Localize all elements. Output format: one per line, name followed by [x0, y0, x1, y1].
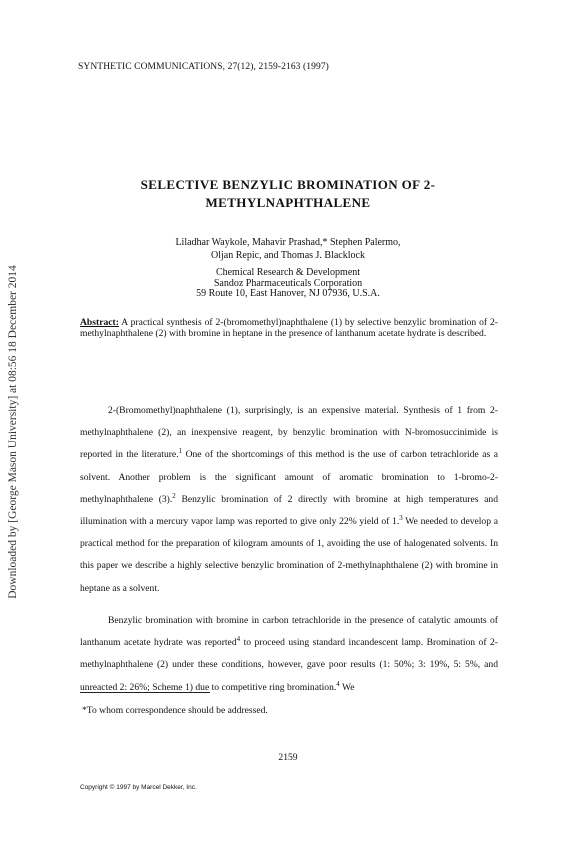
- affiliation-line-1: Chemical Research & Development: [215, 267, 361, 278]
- para1-text-a: 2-(Bromomethyl)naphthalene (1), surprisingly, is an expensive material. Synthesis of 1 from 2-methylnaphthalene (2), an inexpensive reagent, by benzylic bromination with N-bromosuccinimide is reported in the literature.: [80, 405, 498, 461]
- download-watermark-text: Downloaded by [George Mason University] at 08:56 18 December 2014: [7, 265, 19, 599]
- citation-ref: 1: [178, 447, 183, 456]
- citation-ref: 4: [236, 635, 241, 644]
- paragraph-1: [80, 400, 498, 600]
- para1-text-d: We needed to develop a practical method for the preparation of kilogram amounts of 1, avoiding the use of halogenated solvents. In this paper we describe a highly selective benzylic bromination of 2-methylnaphthalene (2) with bromine in heptane as a solvent.: [80, 516, 499, 594]
- footnote: *To whom correspondence should be addressed.: [82, 705, 268, 716]
- abstract-label: Abstract:: [80, 317, 119, 328]
- para2-text-b: to proceed using standard incandescent lamp. Bromination of 2-methylnaphthalene (2) under these conditions, however, gave poor results (1: 50%; 3: 19%, 5: 5%, and unreacted 2: 26%; Scheme 1) due to competitive ring bromination.: [80, 637, 498, 693]
- para1-text-c: Benzylic bromination of 2 directly with bromine at high temperatures and illumination with a mercury vapor lamp was reported to give only 22% yield of 1.: [80, 493, 498, 528]
- authors: [78, 237, 498, 262]
- para2-text-a: Benzylic bromination with bromine in carbon tetrachloride in the presence of catalytic amounts of lanthanum acetate hydrate was reported: [80, 615, 498, 649]
- abstract-text: A practical synthesis of 2-(bromomethyl)naphthalene (1) by selective benzylic bromination of 2-methylnaphthalene (2) with bromine in heptane in the presence of lanthanum acetate hydrate is described.: [80, 317, 498, 339]
- journal-header: SYNTHETIC COMMUNICATIONS, 27(12), 2159-2163 (1997): [78, 62, 329, 72]
- footnote-divider: [80, 692, 210, 693]
- para1-text-b: One of the shortcomings of this method is the use of carbon tetrachloride as a solvent. Another problem is the significant amount of aromatic bromination to 1-bromo-2-methylnaphthalene (3).: [80, 449, 498, 505]
- download-watermark: [0, 0, 26, 864]
- authors-line-1: Liladhar Waykole, Mahavir Prashad,* Stephen Palermo,: [175, 237, 401, 248]
- affiliation: [78, 268, 498, 300]
- citation-ref: 4: [336, 679, 340, 688]
- citation-ref: 2: [172, 491, 176, 500]
- para2-text-c: We: [339, 681, 355, 693]
- page-number: 2159: [278, 752, 298, 763]
- abstract: [80, 318, 498, 339]
- paragraph-2: [80, 610, 498, 699]
- title-line-1: SELECTIVE BENZYLIC BROMINATION OF 2-: [140, 177, 436, 192]
- paper-title: [78, 176, 498, 212]
- authors-line-2: Oljan Repic, and Thomas J. Blacklock: [211, 249, 365, 261]
- affiliation-line-3: 59 Route 10, East Hanover, NJ 07936, U.S.A.: [196, 288, 380, 299]
- copyright-notice: Copyright © 1997 by Marcel Dekker, Inc.: [80, 784, 197, 791]
- title-line-2: METHYLNAPHTHALENE: [205, 195, 371, 210]
- affiliation-line-2: Sandoz Pharmaceuticals Corporation: [213, 277, 363, 289]
- citation-ref: 3: [399, 513, 403, 522]
